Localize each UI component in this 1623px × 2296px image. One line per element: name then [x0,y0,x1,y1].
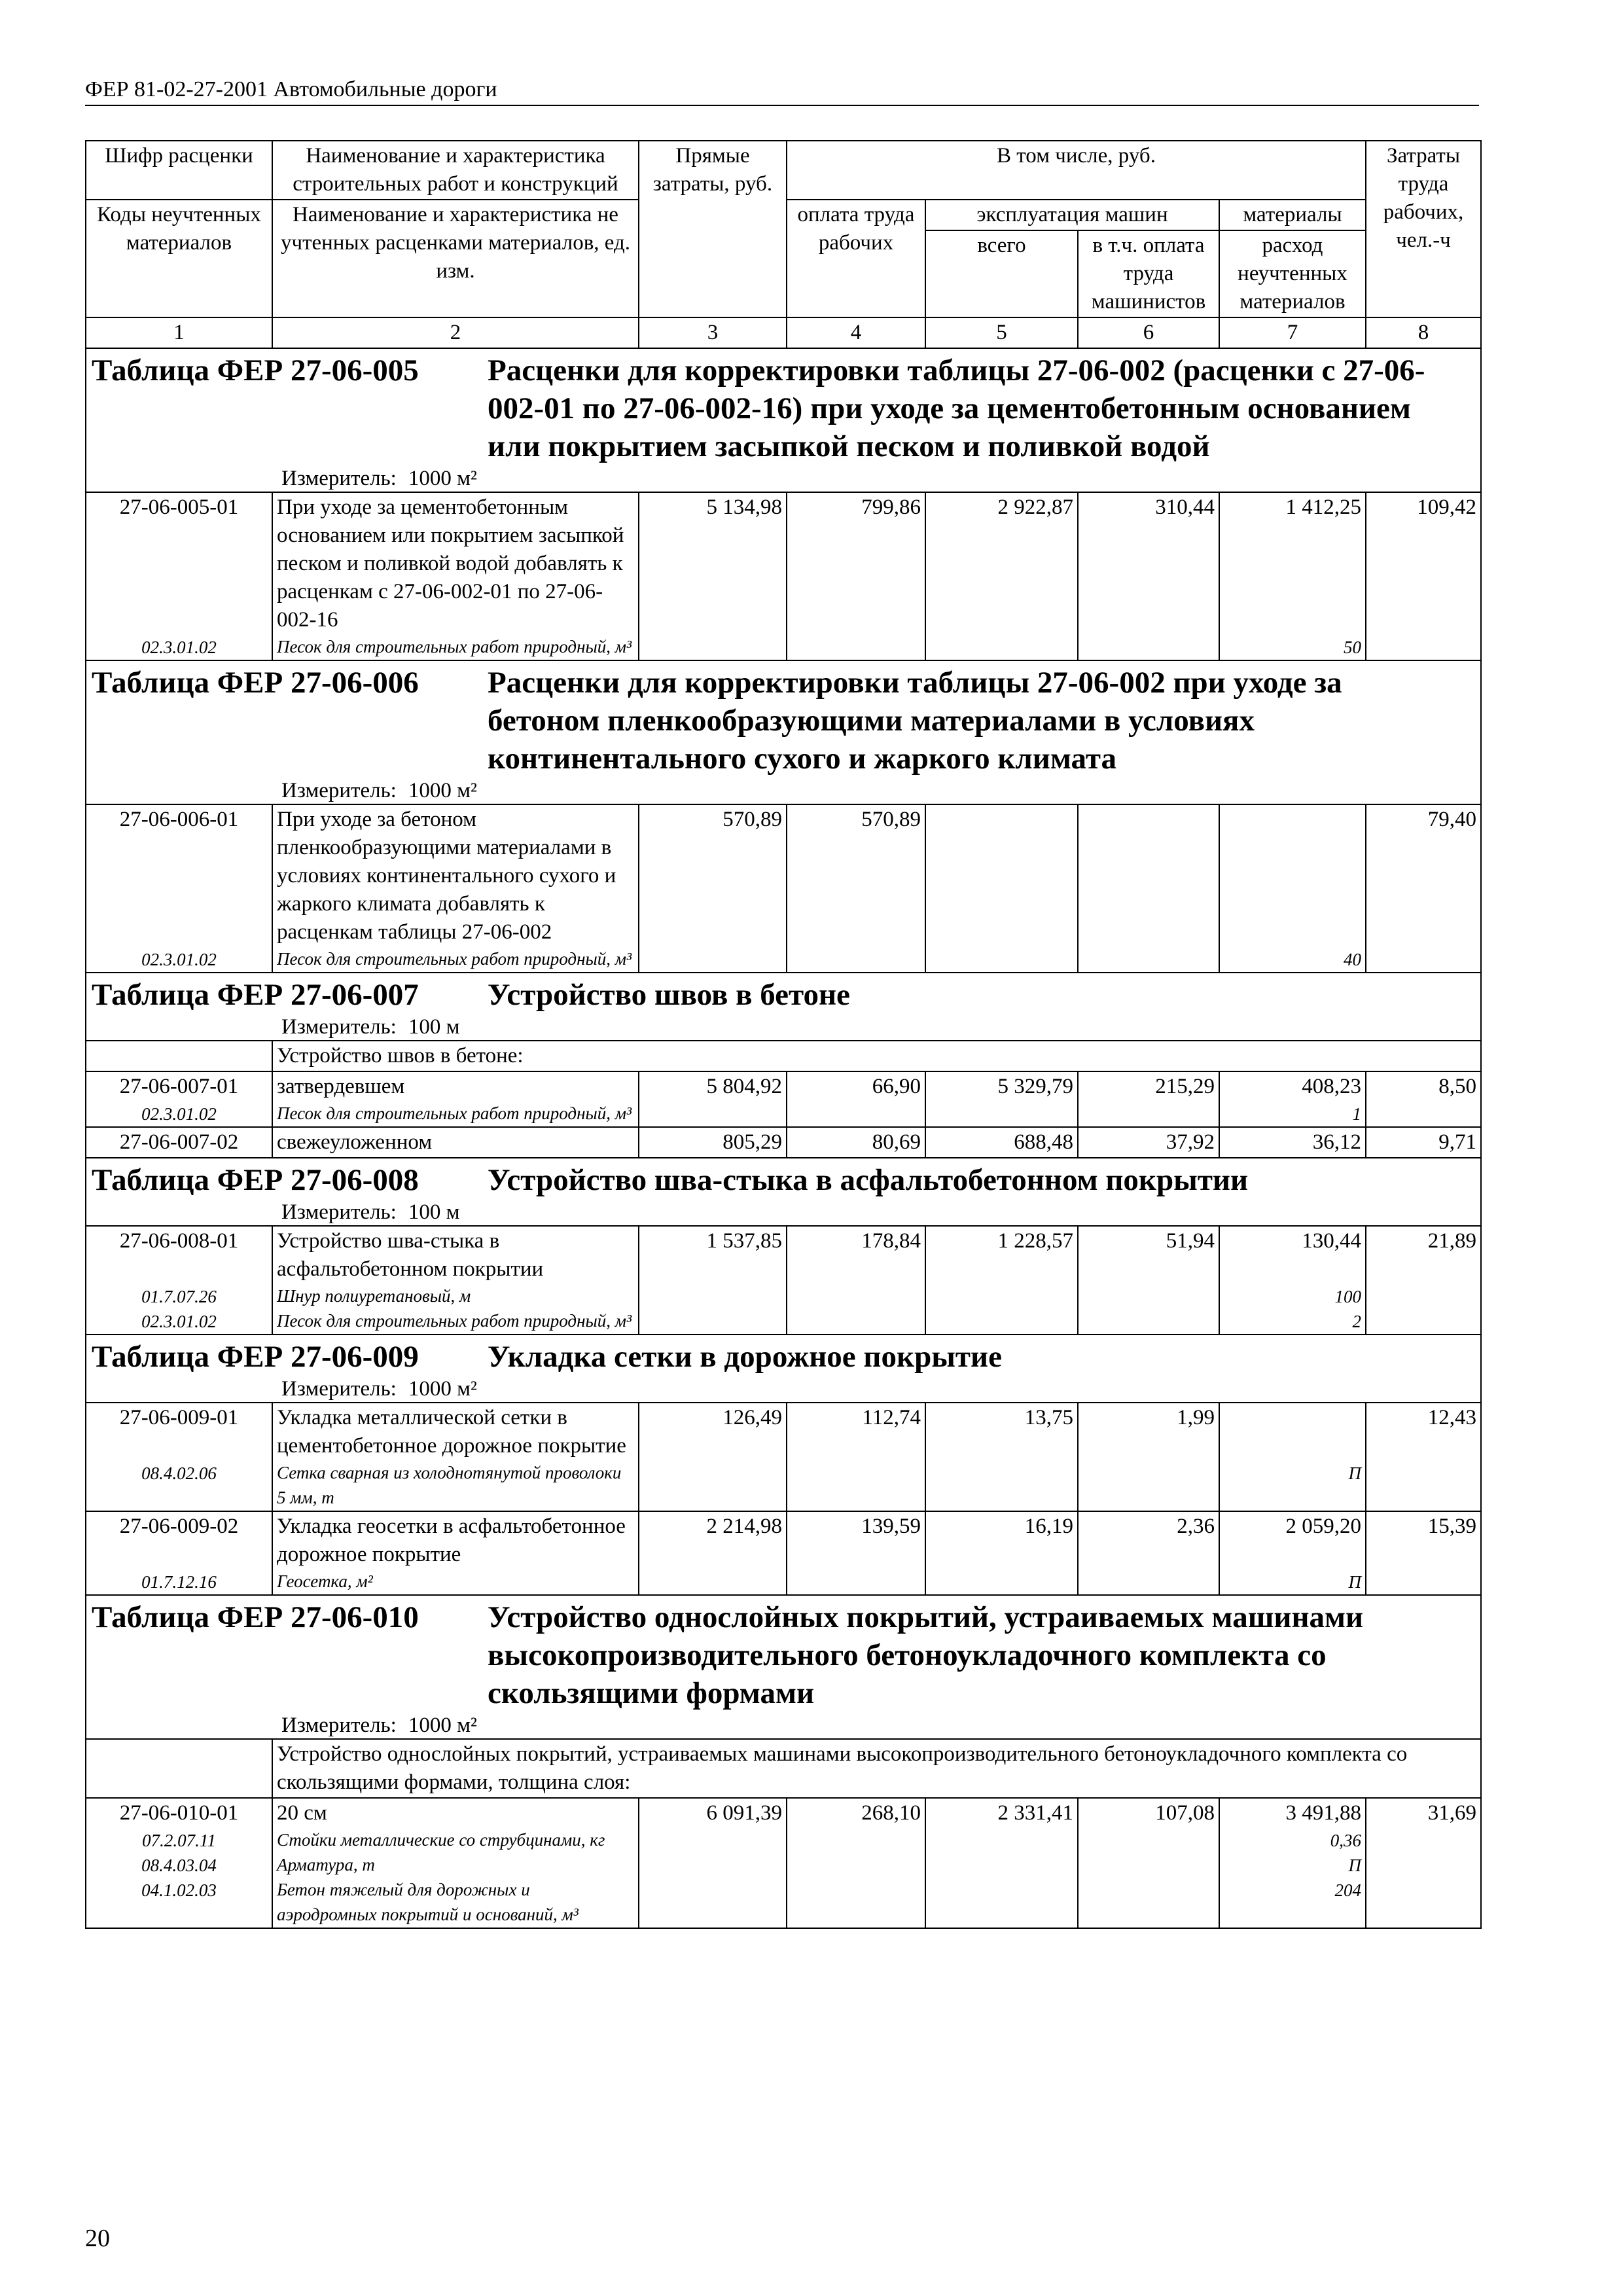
labor-cost: 12,43 [1366,1403,1481,1511]
col-direct-header: Прямые затраты, руб. [639,141,787,317]
rate-code: 27-06-010-01 [119,1801,239,1825]
material-name: Геосетка, м² [277,1571,373,1591]
material-code: 02.3.01.02 [141,637,217,657]
direct-cost: 5 134,98 [639,492,787,660]
group-code-cell [86,1041,272,1071]
material-qty: 1 [1352,1104,1362,1124]
materials-cell [1219,1511,1366,1595]
material-name: Стойки металлические со струбцинами, кг [277,1830,605,1850]
rate-name-cell [272,1127,639,1158]
measure-label: Измеритель: [281,467,397,490]
direct-cost: 5 804,92 [639,1071,787,1127]
table-title [92,1338,1476,1376]
direct-cost: 6 091,39 [639,1798,787,1928]
wages: 570,89 [787,804,925,973]
material-name: Арматура, т [277,1855,375,1874]
col-materials-sub-header: расход неучтенных материалов [1219,230,1366,317]
table-code: Таблица ФЕР 27-06-006 [92,666,419,700]
wages: 268,10 [787,1798,925,1928]
table-title-row [86,660,1481,804]
material-code: 08.4.03.04 [141,1856,217,1875]
measure-value: 1000 м² [408,1377,477,1401]
col-materials-header: материалы [1219,200,1366,230]
measure-value: 1000 м² [408,467,477,490]
material-name: Песок для строительных работ природный, м³ [277,1311,632,1331]
measure-value: 100 м [408,1200,460,1224]
group-row [86,1739,1481,1798]
table-title [92,664,1476,778]
material-code: 02.3.01.02 [141,1104,217,1124]
rate-code: 27-06-007-01 [119,1075,239,1098]
col-number: 8 [1366,317,1481,348]
mat-spacer [1224,1541,1361,1569]
measure-label: Измеритель: [281,1713,397,1737]
rate-row [86,1226,1481,1335]
table-title-text: Расценки для корректировки таблицы 27-06-002 (расценки с 27-06-002-01 по 27-06-002-16) при уходе за цементобетонным основанием или покрытием засыпкой песком и поливкой водой [488,353,1425,463]
materials-value: 36,12 [1312,1130,1362,1154]
rate-name: Укладка металлической сетки в цементобетонное дорожное покрытие [277,1406,626,1458]
rate-code: 27-06-009-02 [119,1515,239,1538]
group-label: Устройство однослойных покрытий, устраиваемых машинами высокопроизводительного бетоноукладочного комплекта со скользящими формами, толщина слоя: [272,1739,1481,1798]
machinists-wages: 51,94 [1078,1226,1219,1335]
table-code: Таблица ФЕР 27-06-007 [92,978,419,1012]
material-code: 02.3.01.02 [141,950,217,969]
table-code: Таблица ФЕР 27-06-010 [92,1600,419,1634]
materials-cell [1219,804,1366,973]
material-name: Песок для строительных работ природный, м³ [277,637,632,656]
wages: 112,74 [787,1403,925,1511]
materials-value: 408,23 [1302,1075,1362,1098]
rate-name-cell [272,1511,639,1595]
col-name-header: Наименование и характеристика строительных работ и конструкций [272,141,639,200]
table-title-cell [86,1335,1481,1403]
col-matname-header: Наименование и характеристика не учтенных расценками материалов, ед. изм. [272,200,639,317]
measure-unit [92,1712,1476,1738]
page-header: ФЕР 81-02-27-2001 Автомобильные дороги [85,77,1479,106]
material-code: 02.3.01.02 [141,1312,217,1331]
material-qty: 100 [1334,1287,1362,1306]
material-name: Сетка сварная из холоднотянутой проволоки 5 мм, т [277,1463,622,1507]
table-title-cell [86,1158,1481,1226]
col-number: 3 [639,317,787,348]
rate-code: 27-06-008-01 [119,1229,239,1253]
materials-cell [1219,1403,1366,1511]
machines-total: 5 329,79 [925,1071,1078,1127]
material-qty: 50 [1344,637,1362,657]
table-title-cell [86,973,1481,1041]
rate-code-cell [86,1127,272,1158]
rate-name-cell [272,1403,639,1511]
mat-spacer [1224,522,1361,634]
rate-name: 20 см [277,1801,327,1825]
materials-cell [1219,1798,1366,1928]
machines-total: 1 228,57 [925,1226,1078,1335]
table-title-text: Устройство однослойных покрытий, устраиваемых машинами высокопроизводительного бетоноукладочного комплекта со скользящими формами [488,1600,1364,1710]
labor-cost: 9,71 [1366,1127,1481,1158]
rate-code-cell [86,1798,272,1928]
material-code: 01.7.07.26 [141,1287,217,1306]
machines-total: 2 331,41 [925,1798,1078,1928]
machines-total: 688,48 [925,1127,1078,1158]
rate-row [86,1511,1481,1595]
measure-label: Измеритель: [281,1200,397,1224]
wages: 139,59 [787,1511,925,1595]
machinists-wages: 215,29 [1078,1071,1219,1127]
rate-name: затвердевшем [277,1075,405,1098]
table-title-cell [86,1595,1481,1739]
machines-total: 16,19 [925,1511,1078,1595]
group-label: Устройство швов в бетоне: [272,1041,1481,1071]
labor-cost: 109,42 [1366,492,1481,660]
materials-value: 2 059,20 [1285,1515,1362,1538]
col-machines-header: эксплуатация машин [925,200,1219,230]
rate-name-cell [272,1798,639,1928]
direct-cost: 2 214,98 [639,1511,787,1595]
header-row-1 [86,141,1481,200]
col-labor-header: Затраты труда рабочих, чел.-ч [1366,141,1481,317]
table-title-row [86,1158,1481,1226]
material-qty: 40 [1344,950,1362,969]
table-title [92,351,1476,465]
wages: 178,84 [787,1226,925,1335]
rate-name-cell [272,1071,639,1127]
rate-name: свежеуложенном [277,1130,433,1154]
measure-label: Измеритель: [281,1377,397,1401]
measure-label: Измеритель: [281,779,397,802]
measure-unit [92,465,1476,492]
rate-name: При уходе за цементобетонным основанием или покрытием засыпкой песком и поливкой водой добавлять к расценкам с 27-06-002-01 по 27-06-002-16 [277,495,624,632]
machinists-wages [1078,804,1219,973]
mat-spacer [1224,1404,1361,1460]
rates-table [85,140,1482,1929]
wages: 66,90 [787,1071,925,1127]
measure-unit [92,1014,1476,1040]
rate-code-cell [86,804,272,973]
rate-row [86,1127,1481,1158]
rate-code-cell [86,492,272,660]
measure-unit [92,1199,1476,1225]
col-matcode-header: Коды неучтенных материалов [86,200,272,317]
rate-code-cell [86,1511,272,1595]
col-incl-header: В том числе, руб. [787,141,1366,200]
material-qty: П [1348,1463,1362,1483]
direct-cost: 570,89 [639,804,787,973]
group-code-cell [86,1739,272,1798]
material-qty: 2 [1352,1312,1362,1331]
col-machinists-header: в т.ч. оплата труда машинистов [1078,230,1219,317]
mat-spacer [90,1255,268,1283]
machinists-wages: 1,99 [1078,1403,1219,1511]
table-title-row [86,1335,1481,1403]
material-code: 01.7.12.16 [141,1572,217,1592]
table-title [92,1598,1476,1712]
col-number: 4 [787,317,925,348]
mat-spacer [1224,1255,1361,1283]
materials-cell [1219,492,1366,660]
machines-total: 2 922,87 [925,492,1078,660]
labor-cost: 8,50 [1366,1071,1481,1127]
machinists-wages: 107,08 [1078,1798,1219,1928]
rate-code-cell [86,1226,272,1335]
material-name: Песок для строительных работ природный, м³ [277,1103,632,1123]
col-number: 7 [1219,317,1366,348]
direct-cost: 126,49 [639,1403,787,1511]
group-row [86,1041,1481,1071]
col-number: 1 [86,317,272,348]
column-numbers-row [86,317,1481,348]
material-code: 08.4.02.06 [141,1463,217,1483]
labor-cost: 15,39 [1366,1511,1481,1595]
material-name: Бетон тяжелый для дорожных и аэродромных покрытий и оснований, м³ [277,1880,579,1924]
material-name: Песок для строительных работ природный, м³ [277,949,632,969]
rate-name: Укладка геосетки в асфальтобетонное дорожное покрытие [277,1515,626,1566]
table-title-row [86,973,1481,1041]
rate-row [86,492,1481,660]
col-number: 6 [1078,317,1219,348]
table-title-row [86,348,1481,492]
material-qty: 204 [1334,1880,1362,1900]
rate-name-cell [272,492,639,660]
rate-name-cell [272,804,639,973]
rate-code: 27-06-009-01 [119,1406,239,1429]
measure-unit [92,1376,1476,1402]
material-qty: 0,36 [1330,1831,1362,1850]
machinists-wages: 37,92 [1078,1127,1219,1158]
table-title-text: Укладка сетки в дорожное покрытие [488,1340,1002,1374]
mat-spacer [1224,806,1361,946]
material-qty: П [1348,1572,1362,1592]
col-number: 2 [272,317,639,348]
rate-code-cell [86,1403,272,1511]
mat-spacer [90,1541,268,1569]
table-code: Таблица ФЕР 27-06-009 [92,1340,419,1374]
rate-code: 27-06-005-01 [119,495,239,519]
table-title-text: Расценки для корректировки таблицы 27-06-002 при уходе за бетоном пленкообразующими материалами в условиях континентального сухого и жаркого климата [488,666,1342,776]
col-number: 5 [925,317,1078,348]
rate-name: Устройство шва-стыка в асфальтобетонном покрытии [277,1229,544,1281]
col-machines-total-header: всего [925,230,1078,317]
materials-value: 130,44 [1302,1229,1362,1253]
rate-row [86,804,1481,973]
rate-row [86,1071,1481,1127]
table-title-cell [86,660,1481,804]
direct-cost: 1 537,85 [639,1226,787,1335]
material-code: 07.2.07.11 [142,1831,216,1850]
col-wages-header: оплата труда рабочих [787,200,925,317]
table-title-cell [86,348,1481,492]
labor-cost: 79,40 [1366,804,1481,973]
table-title-text: Устройство швов в бетоне [488,978,850,1012]
wages: 80,69 [787,1127,925,1158]
rate-code: 27-06-007-02 [119,1130,239,1154]
mat-spacer [90,522,268,634]
materials-cell [1219,1226,1366,1335]
materials-cell [1219,1127,1366,1158]
table-title-row [86,1595,1481,1739]
table-title [92,976,1476,1014]
machines-total: 13,75 [925,1403,1078,1511]
rate-name: При уходе за бетоном пленкообразующими материалами в условиях континентального сухого и жаркого климата добавлять к расценкам таблицы 27-06-002 [277,808,616,944]
measure-value: 100 м [408,1015,460,1039]
materials-value: 1 412,25 [1285,495,1362,519]
mat-spacer [90,1432,268,1460]
wages: 799,86 [787,492,925,660]
measure-value: 1000 м² [408,1713,477,1737]
table-code: Таблица ФЕР 27-06-005 [92,353,419,387]
material-qty: П [1348,1856,1362,1875]
material-name: Шнур полиуретановый, м [277,1286,471,1306]
rate-row [86,1403,1481,1511]
machinists-wages: 310,44 [1078,492,1219,660]
material-code: 04.1.02.03 [141,1880,217,1900]
labor-cost: 31,69 [1366,1798,1481,1928]
rate-code: 27-06-006-01 [119,808,239,831]
mat-spacer [90,834,268,946]
measure-value: 1000 м² [408,779,477,802]
labor-cost: 21,89 [1366,1226,1481,1335]
machinists-wages: 2,36 [1078,1511,1219,1595]
measure-unit [92,778,1476,804]
direct-cost: 805,29 [639,1127,787,1158]
rate-name-cell [272,1226,639,1335]
table-title [92,1161,1476,1199]
col-code-header: Шифр расценки [86,141,272,200]
materials-value: 3 491,88 [1285,1801,1362,1825]
machines-total [925,804,1078,973]
materials-cell [1219,1071,1366,1127]
rate-row [86,1798,1481,1928]
page-number: 20 [85,2225,110,2252]
measure-label: Измеритель: [281,1015,397,1039]
table-code: Таблица ФЕР 27-06-008 [92,1163,419,1197]
rate-code-cell [86,1071,272,1127]
table-title-text: Устройство шва-стыка в асфальтобетонном покрытии [488,1163,1249,1197]
